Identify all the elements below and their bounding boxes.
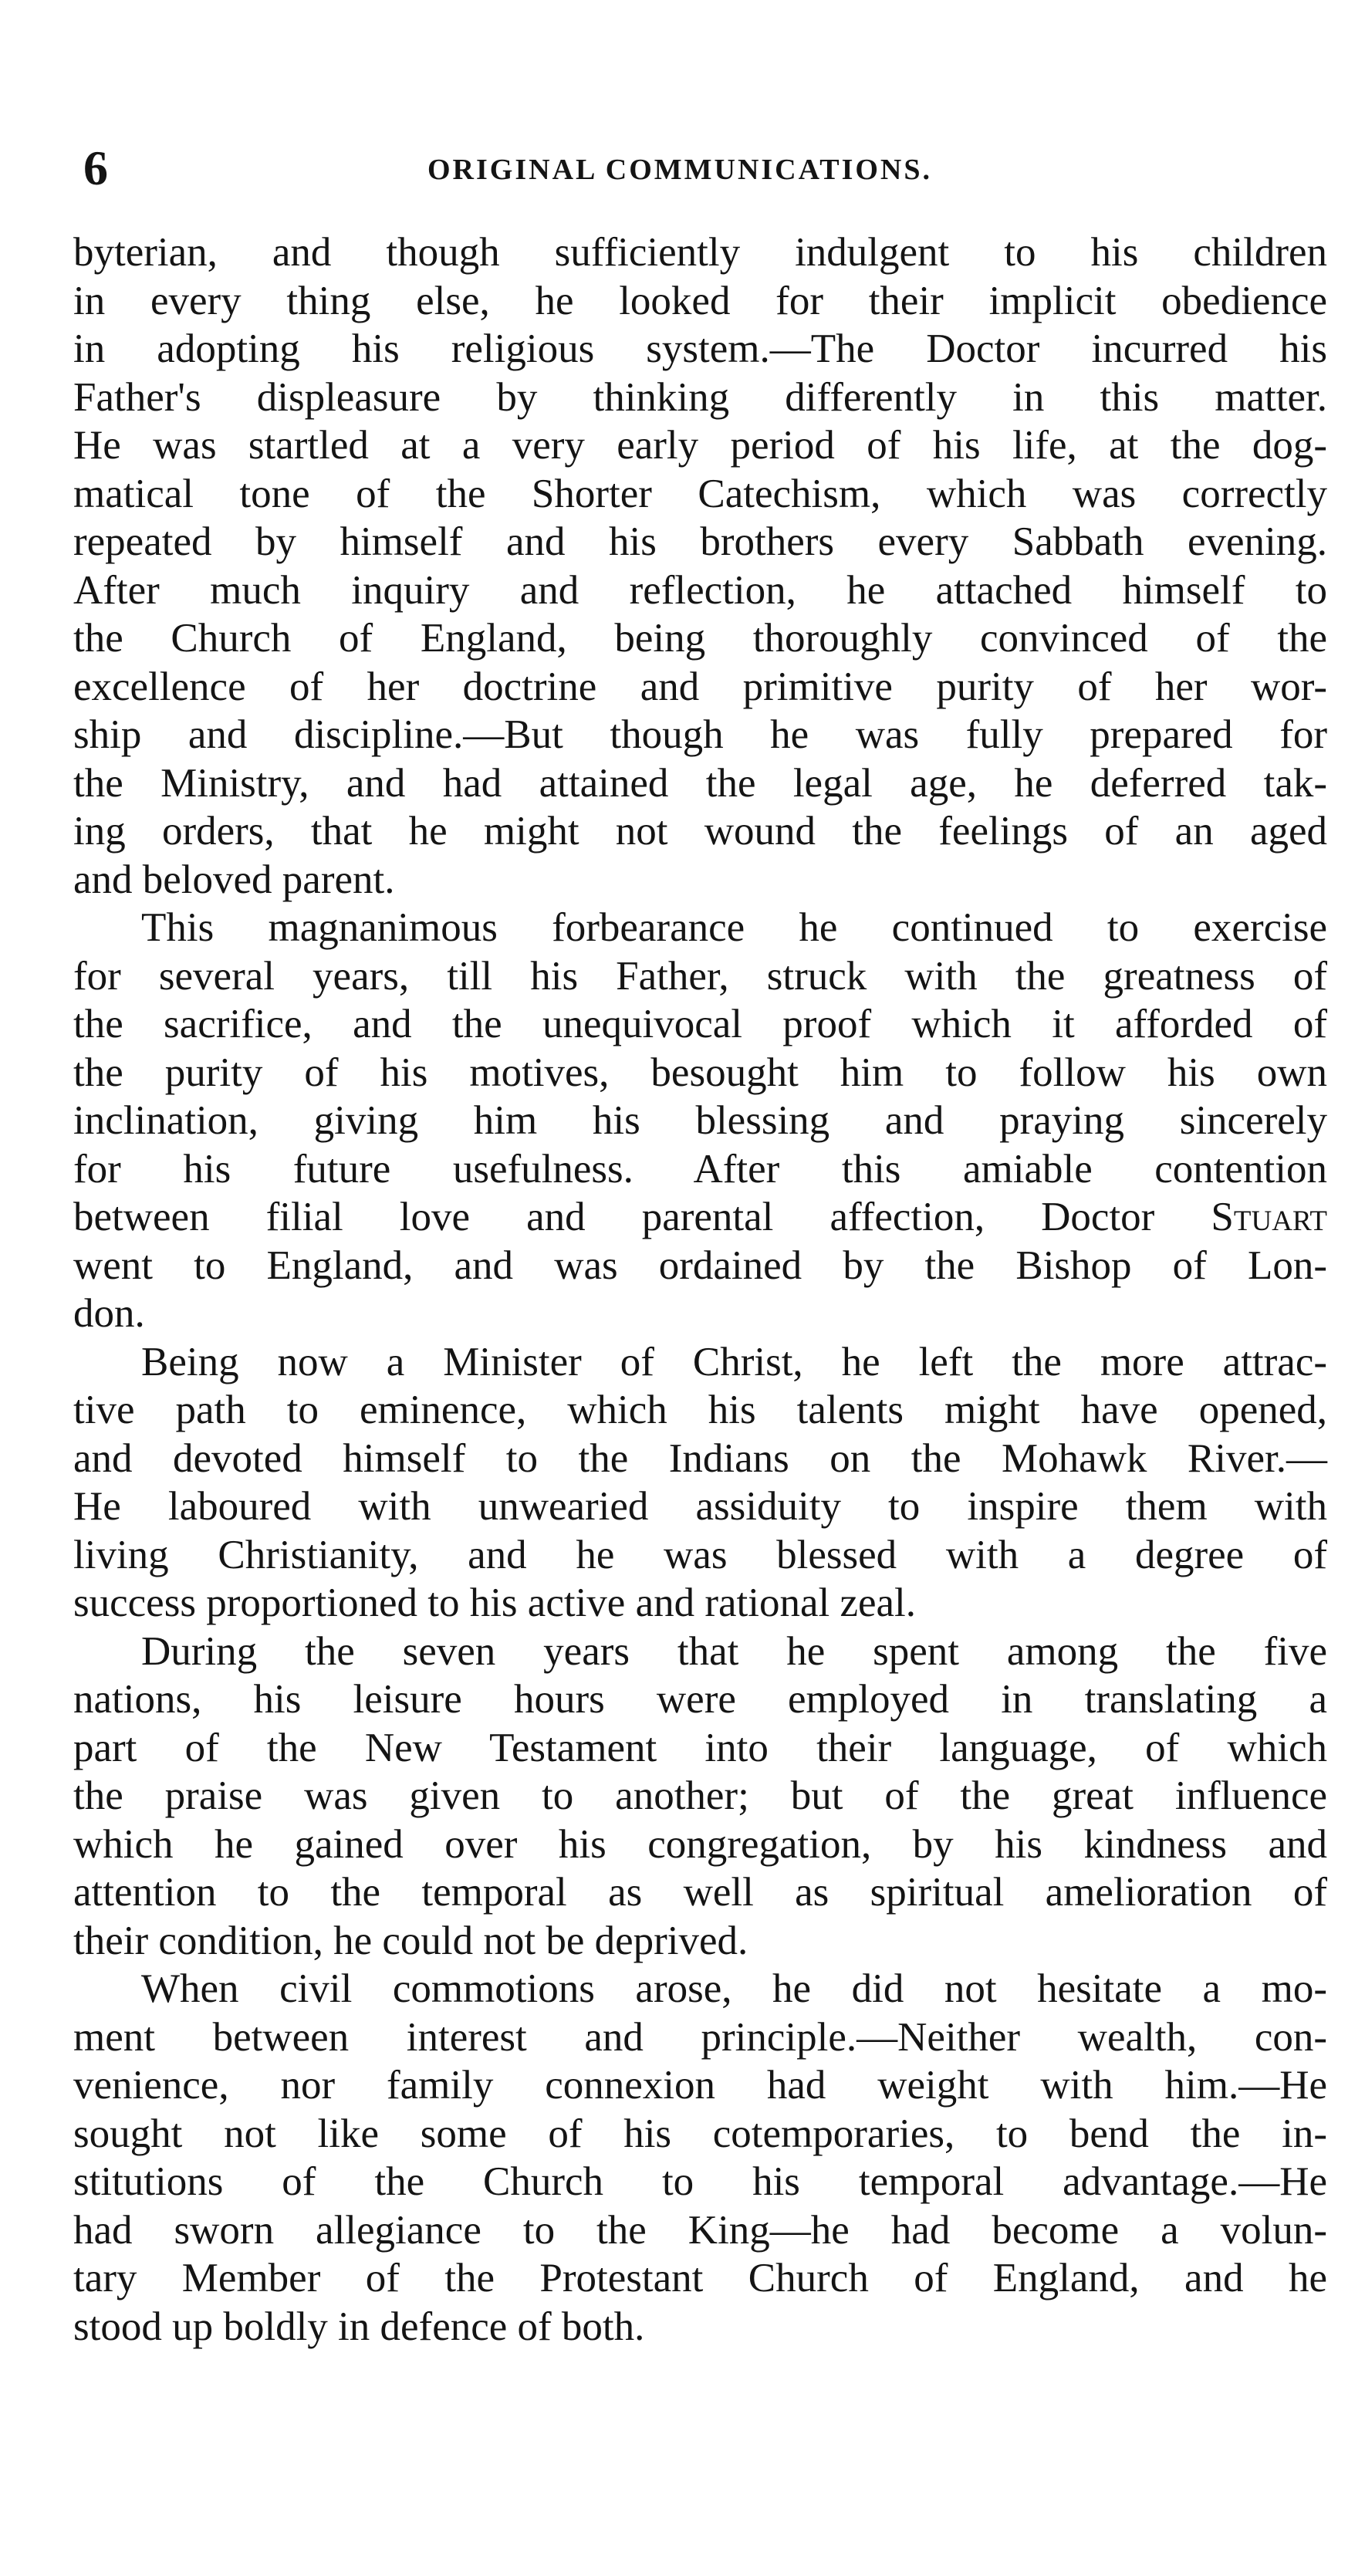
paragraph	[73, 228, 1327, 904]
text-line: and devoted himself to the Indians on the Mohawk River.—	[73, 1435, 1327, 1481]
text-line: stood up boldly in defence of both.	[73, 2304, 645, 2349]
text-line: the purity of his motives, besought him to follow his own	[73, 1050, 1327, 1095]
body-text	[73, 228, 1327, 2351]
small-caps-name: Stuart	[1211, 1195, 1327, 1239]
text-line: the Ministry, and had attained the legal age, he deferred tak-	[73, 760, 1327, 806]
text-line: tary Member of the Protestant Church of England, and he	[73, 2256, 1327, 2300]
text-line: nations, his leisure hours were employed in translating a	[73, 1677, 1327, 1722]
text-line: went to England, and was ordained by the Bishop of Lon-	[73, 1242, 1327, 1288]
text-line: He was startled at a very early period of his life, at the dog-	[73, 423, 1327, 468]
text-line: Father's displeasure by thinking differently in this matter.	[73, 374, 1327, 420]
text-line: He laboured with unwearied assiduity to inspire them with	[73, 1484, 1327, 1529]
text-line: the sacrifice, and the unequivocal proof which it afforded of	[73, 1002, 1327, 1046]
text-line: attention to the temporal as well as spiritual amelioration of	[73, 1870, 1327, 1915]
paragraph	[73, 1965, 1327, 2351]
paragraph	[73, 1338, 1327, 1628]
text-line: in adopting his religious system.—The Doctor incurred his	[73, 326, 1327, 371]
text-line: inclination, giving him his blessing and praying sincerely	[73, 1098, 1327, 1143]
text-line: matical tone of the Shorter Catechism, which was correctly	[73, 471, 1327, 516]
text-line: stitutions of the Church to his temporal advantage.—He	[73, 2159, 1327, 2204]
text-line: excellence of her doctrine and primitive purity of her wor-	[73, 664, 1327, 709]
text-line: don.	[73, 1291, 145, 1336]
text-line: ing orders, that he might not wound the feelings of an aged	[73, 809, 1327, 854]
paragraph	[73, 1628, 1327, 1966]
text-line: sought not like some of his cotemporaries, to bend the in-	[73, 2111, 1327, 2156]
text-line: repeated by himself and his brothers every Sabbath evening.	[73, 519, 1327, 564]
text-line: byterian, and though sufficiently indulgent to his children	[73, 230, 1327, 275]
running-title: ORIGINAL COMMUNICATIONS.	[427, 154, 933, 186]
text-line: between filial love and parental affection, Doctor Stuart	[73, 1195, 1327, 1239]
text-line: After much inquiry and reflection, he attached himself to	[73, 567, 1327, 613]
text-line: for his future usefulness. After this amiable contention	[73, 1146, 1327, 1192]
text-line: for several years, till his Father, struck with the greatness of	[73, 953, 1327, 999]
text-line: the praise was given to another; but of the great influence	[73, 1773, 1327, 1818]
text-line: living Christianity, and he was blessed with a degree of	[73, 1532, 1327, 1577]
text-line: This magnanimous forbearance he continued to exercise	[141, 905, 1327, 950]
text-line: success proportioned to his active and rational zeal.	[73, 1580, 917, 1625]
text-line: When civil commotions arose, he did not hesitate a mo-	[141, 1966, 1327, 2011]
text-line: ship and discipline.—But though he was fully prepared for	[73, 712, 1327, 757]
text-line: and beloved parent.	[73, 857, 395, 902]
page-number: 6	[83, 140, 108, 195]
text-line: ment between interest and principle.—Neither wealth, con-	[73, 2014, 1327, 2060]
text-line: in every thing else, he looked for their implicit obedience	[73, 278, 1327, 323]
paragraph	[73, 904, 1327, 1338]
text-line: venience, nor family connexion had weight with him.—He	[73, 2063, 1327, 2108]
text-line: part of the New Testament into their language, of which	[73, 1725, 1327, 1770]
text-line: had sworn allegiance to the King—he had become a volun-	[73, 2207, 1327, 2253]
text-line: During the seven years that he spent among the five	[141, 1628, 1327, 1674]
running-head	[83, 137, 1318, 199]
text-line: which he gained over his congregation, by his kindness and	[73, 1821, 1327, 1867]
text-line: their condition, he could not be deprived.	[73, 1918, 748, 1963]
text-line: the Church of England, being thoroughly convinced of the	[73, 616, 1327, 661]
text-line: Being now a Minister of Christ, he left the more attrac-	[141, 1339, 1327, 1384]
text-line: tive path to eminence, which his talents might have opened,	[73, 1388, 1327, 1432]
